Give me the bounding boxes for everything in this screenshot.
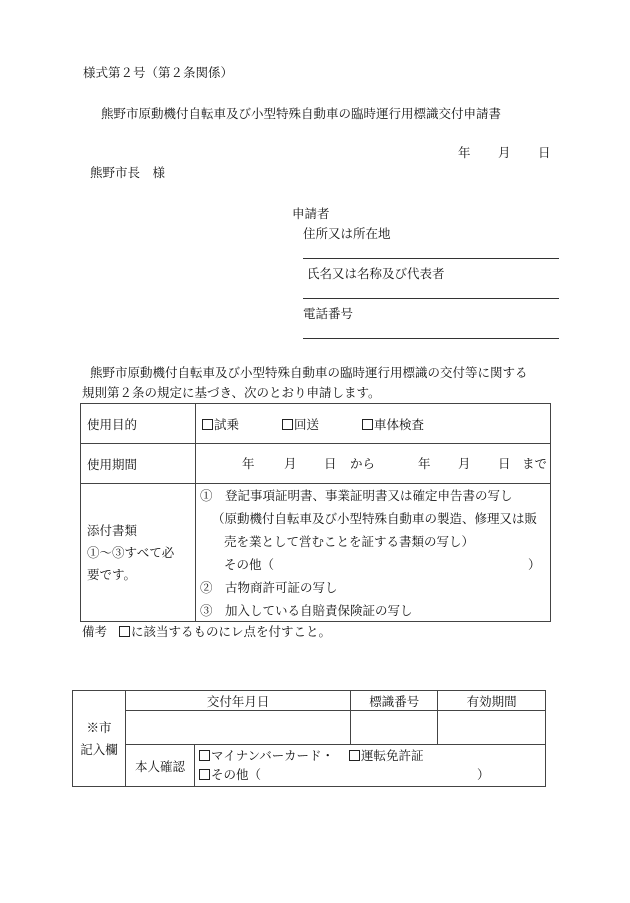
id-check-options-cell [195,745,546,787]
purpose-option-inspection[interactable]: 車体検査 [362,415,424,433]
period-start-year: 年 [242,456,255,471]
attachment-1-note-line-1: （原動機付自転車及び小型特殊自動車の製造、修理又は販 [212,511,538,526]
sign-number-header: 標識番号 [351,691,438,711]
remarks-label: 備考 [82,624,108,639]
checkbox-icon [119,626,130,637]
period-cell[interactable] [196,444,551,484]
checkbox-icon[interactable] [362,419,373,430]
body-text-line-2: 規則第２条の規定に基づき、次のとおり申請します。 [82,385,381,400]
id-option-license[interactable]: 運転免許証 [349,750,424,763]
form-title: 熊野市原動機付自転車及び小型特殊自動車の臨時運行用標識交付申請書 [101,106,502,121]
attachment-3: ③ 加入している自賠責保険証の写し [200,603,413,618]
id-option-mynumber[interactable]: マイナンバーカード・ [199,750,334,763]
purpose-label: 使用目的 [87,416,138,432]
attachment-1-other[interactable]: その他（ [224,557,275,572]
attachment-1-note-line-2: 売を業として営むことを証する書類の写し） [224,534,475,549]
attachments-note-line-2: 要です。 [87,566,137,582]
purpose-option-test-drive[interactable]: 試乗 [202,415,282,433]
period-end-day: 日 [498,456,511,471]
office-use-label-line-2: 記入欄 [80,741,118,757]
attachments-note-line-1: ①～③すべて必 [87,544,175,560]
remarks-text: に該当するものにレ点を付すこと。 [131,624,332,639]
attachment-1: ① 登記事項証明書、事業証明書又は確定申告書の写し [200,488,513,503]
application-table [80,403,551,622]
remarks [82,626,331,639]
addressee: 熊野市長 様 [90,165,166,180]
validity-header: 有効期間 [438,691,546,711]
period-start-month: 月 [284,456,297,471]
checkbox-icon[interactable] [349,750,360,761]
checkbox-icon[interactable] [282,419,293,430]
validity-field[interactable] [438,711,546,745]
period-label-cell [81,444,196,484]
id-option-other[interactable]: その他（ [199,769,261,782]
purpose-option-transport[interactable]: 回送 [282,415,362,433]
id-check-label: 本人確認 [134,758,185,774]
attachment-1-other-close: ） [528,557,541,572]
office-use-label-cell [73,691,126,787]
id-check-label-cell [126,745,195,787]
period-from: から [350,456,376,471]
sign-number-field[interactable] [351,711,438,745]
phone-field[interactable] [303,338,559,339]
name-label: 氏名又は名称及び代表者 [307,266,445,281]
date-month-label: 月 [498,145,511,160]
attachment-2: ② 古物商許可証の写し [200,580,338,595]
office-use-label-line-1: ※市 [86,719,112,735]
address-field[interactable] [303,258,559,259]
phone-label: 電話番号 [303,306,354,321]
attachments-label-cell [81,484,196,622]
period-end-year: 年 [418,456,431,471]
period-until: まで [522,456,548,471]
purpose-label-cell [81,404,196,444]
address-label: 住所又は所在地 [303,226,391,241]
date-day-label: 日 [538,145,551,160]
period-end-month: 月 [458,456,471,471]
body-text-line-1: 熊野市原動機付自転車及び小型特殊自動車の臨時運行用標識の交付等に関する [90,365,528,380]
office-use-table [72,690,546,787]
id-option-other-close: ） [477,767,490,782]
issue-date-field[interactable] [126,711,351,745]
period-label: 使用期間 [87,456,138,472]
attachments-label: 添付書類 [87,522,138,538]
applicant-heading: 申請者 [292,206,330,221]
name-field[interactable] [303,298,559,299]
checkbox-icon[interactable] [199,769,210,780]
form-number: 様式第２号（第２条関係） [83,65,234,80]
issue-date-header: 交付年月日 [126,691,351,711]
checkbox-icon[interactable] [202,419,213,430]
period-start-day: 日 [324,456,337,471]
date-year-label: 年 [458,145,471,160]
attachments-cell [196,484,551,622]
checkbox-icon[interactable] [199,750,210,761]
purpose-options-cell [196,404,551,444]
